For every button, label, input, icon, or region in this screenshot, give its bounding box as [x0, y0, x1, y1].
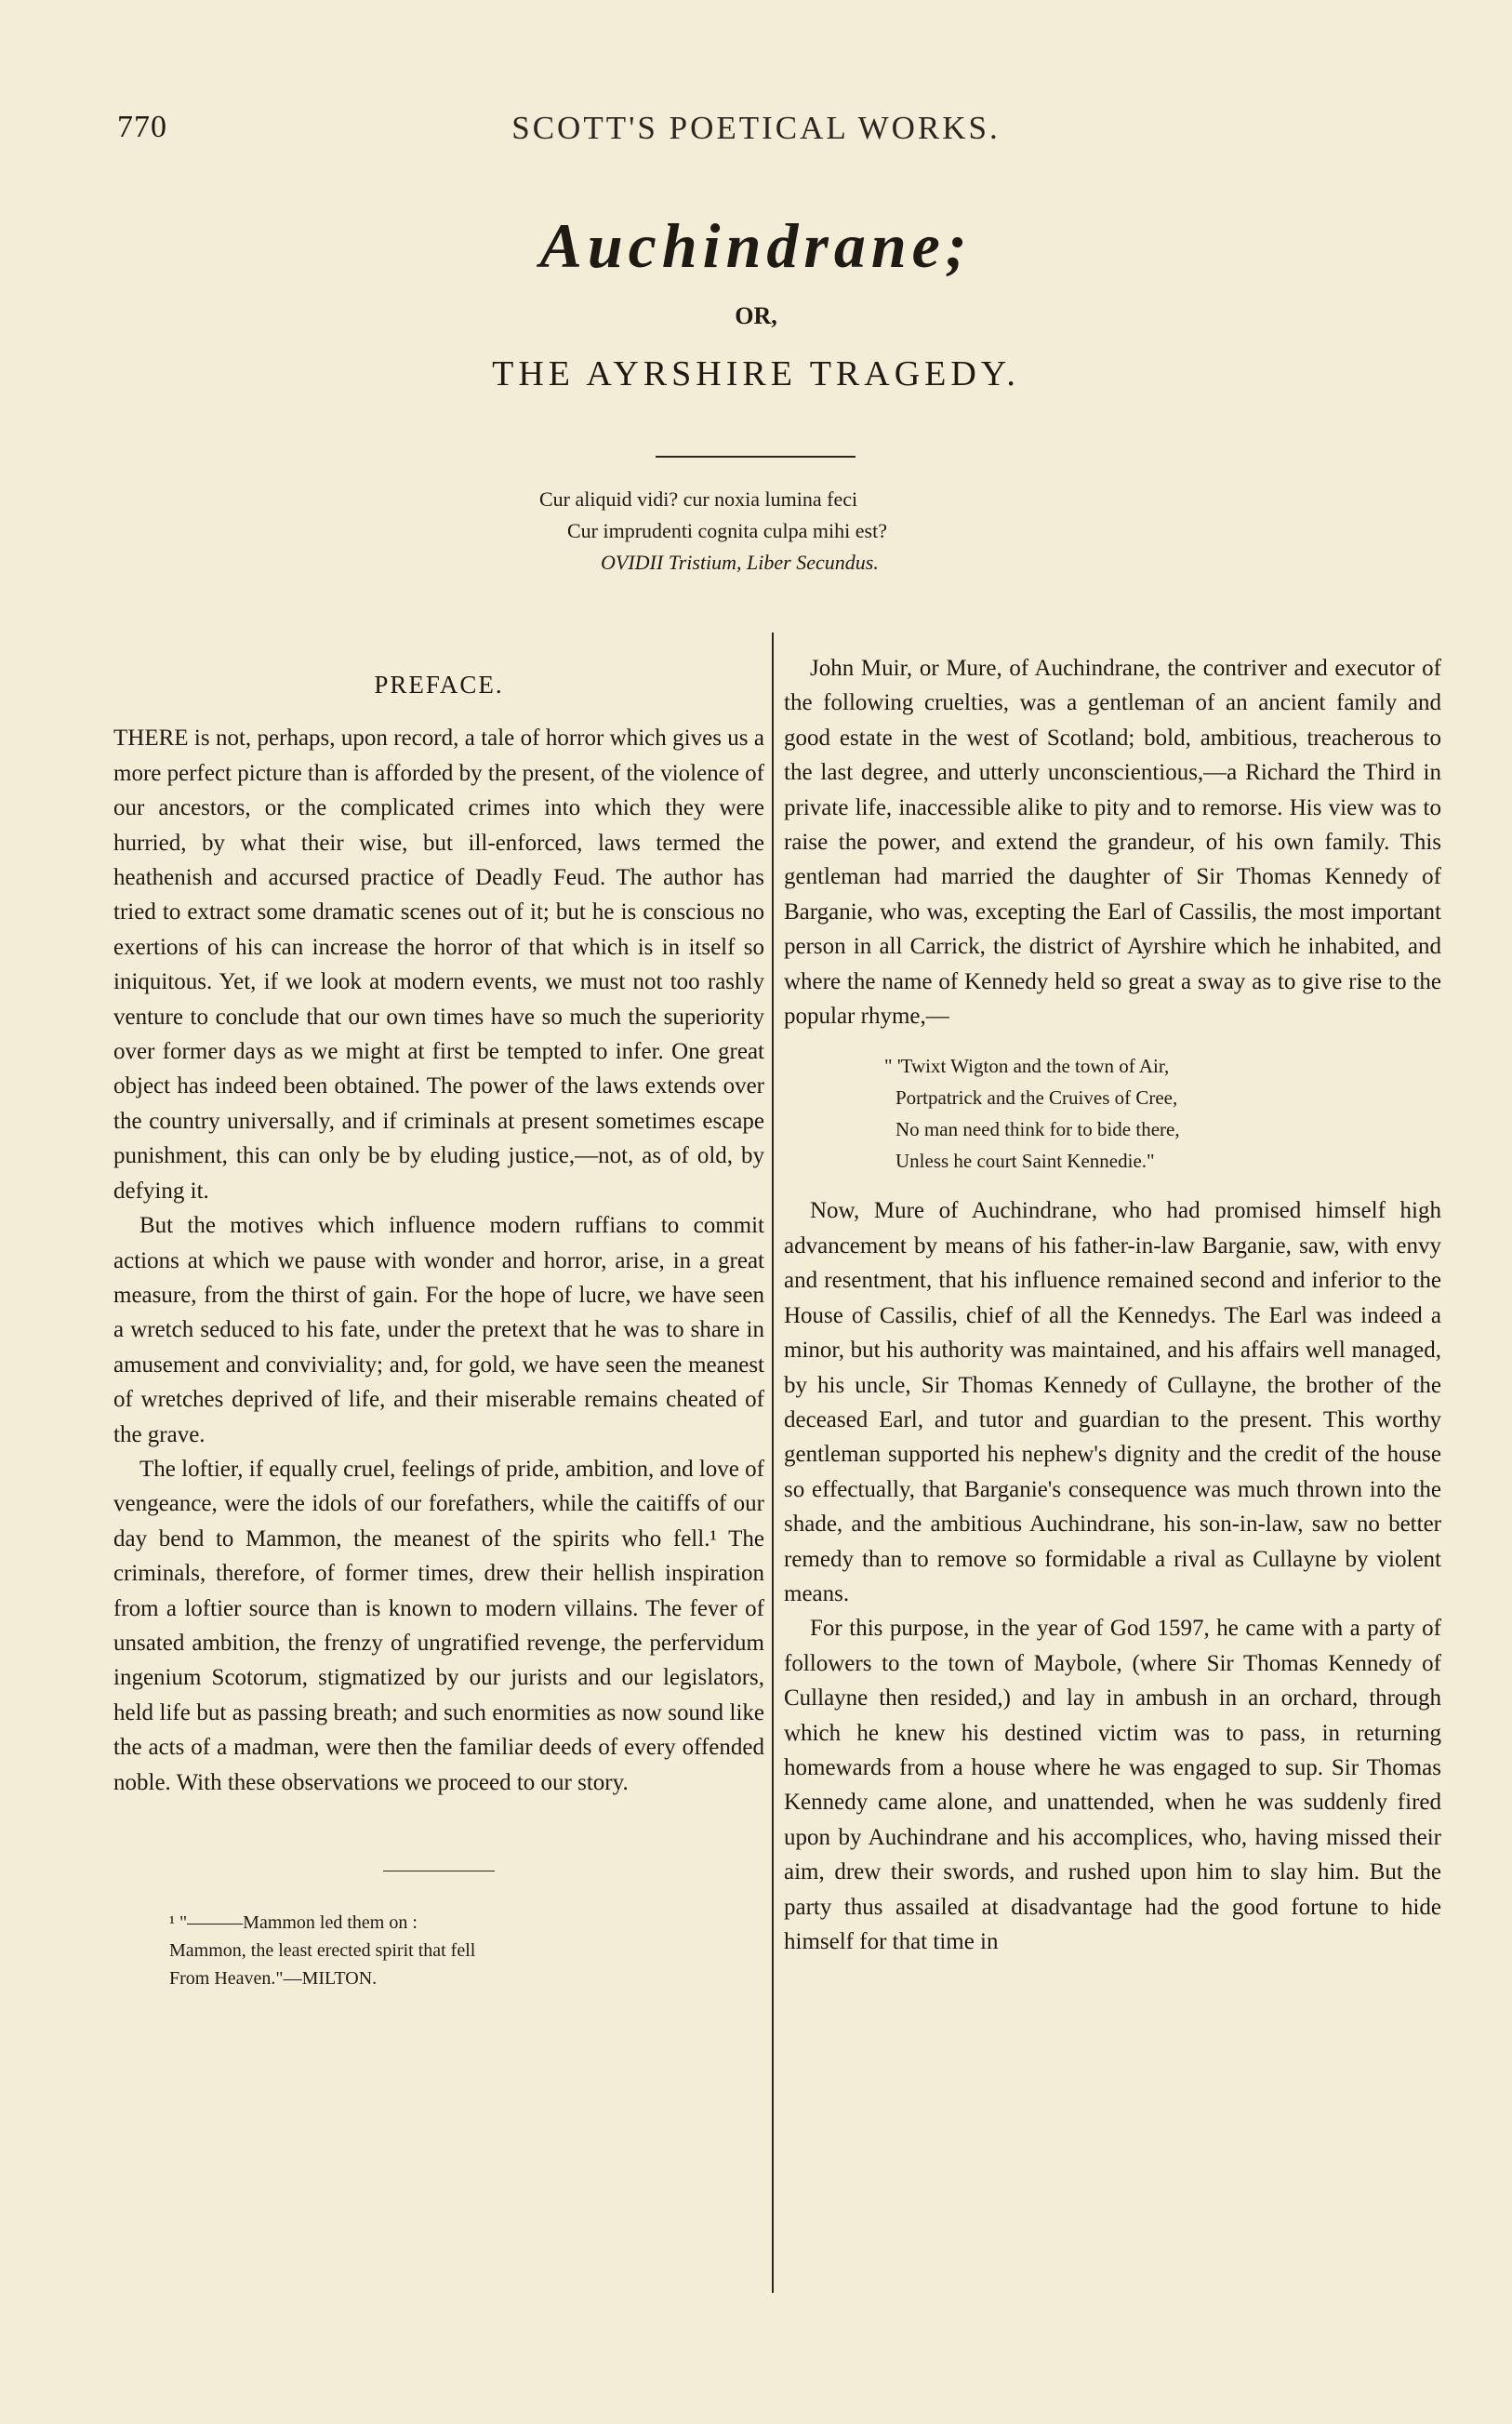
verse-line: " 'Twixt Wigton and the town of Air,: [884, 1055, 1170, 1078]
paragraph: The loftier, if equally cruel, feelings of pride, ambition, and love of vengeance, were the idols of our forefathers, while the caitiffs of our day bend to Mammon, the meanest of the spirits who fell.¹ The criminals, therefore, of former times, drew their hellish inspiration from a loftier source than is known to modern villains. The fever of unsated ambition, the frenzy of ungratified revenge, the perfervidum ingenium Scotorum, stigmatized by our jurists and our legislators, held life but as passing breath; and such enormities as now sound like the acts of a madman, were then the familiar deeds of every offended noble. With these observations we proceed to our story.: [113, 1456, 764, 1795]
epigraph: [539, 484, 1190, 579]
preface-heading: PREFACE.: [374, 671, 504, 699]
title-divider: [656, 456, 855, 458]
epigraph-line: Cur imprudenti cognita culpa mihi est?: [567, 519, 887, 542]
paragraph: For this purpose, in the year of God 1597, he came with a party of followers to the town of Maybole, (where Sir Thomas Kennedy of Cullayne then resided,) and lay in ambush in an orchard, through which he knew his destined victim was to pass, in returning homewards from a house where he was engaged to sup. Sir Thomas Kennedy came alone, and unattended, when he was suddenly fired upon by Auchindrane and his accomplices, who, having missed their aim, drew their swords, and rushed upon him to slay him. But the party thus assailed at disadvantage had the good fortune to hide himself for that time in: [784, 1616, 1441, 1954]
play-subtitle: THE AYRSHIRE TRAGEDY.: [492, 354, 1020, 393]
running-head: SCOTT'S POETICAL WORKS.: [511, 110, 1001, 146]
left-column: [113, 651, 764, 1992]
footnote-line: From Heaven."—MILTON.: [169, 1968, 378, 1989]
verse-line: No man need think for to bide there,: [895, 1118, 1180, 1141]
paragraph: But the motives which influence modern ruffians to commit actions at which we pause with wonder and horror, arise, in a great measure, from the thirst of gain. For the hope of lucre, we have seen a wretch seduced to his fate, under the pretext that he was to share in amusement and conviviality; and, for gold, we have seen the meanest of wretches deprived of life, and their miserable remains cheated of the grave.: [113, 1213, 764, 1447]
play-title: Auchindrane;: [539, 210, 973, 281]
epigraph-attribution: OVIDII Tristium, Liber Secundus.: [601, 551, 879, 574]
footnote-line: Mammon, the least erected spirit that fell: [169, 1940, 476, 1961]
column-divider: [772, 633, 774, 2293]
footnote-line: ¹ "———Mammon led them on :: [169, 1912, 418, 1933]
page-number: 770: [117, 110, 167, 144]
epigraph-line: Cur aliquid vidi? cur noxia lumina feci: [539, 487, 858, 511]
popular-rhyme: [784, 1050, 1441, 1177]
paragraph: Now, Mure of Auchindrane, who had promised himself high advancement by means of his father-in-law Barganie, saw, with envy and resentment, that his influence remained second and inferior to the House of Cassilis, chief of all the Kennedys. The Earl was indeed a minor, but his authority was maintained, and his affairs well managed, by his uncle, Sir Thomas Kennedy of Cullayne, the brother of the deceased Earl, and tutor and guardian to the present. This worthy gentleman supported his nephew's dignity and the credit of the house so effectually, that Barganie's consequence was much thrown into the shade, and the ambitious Auchindrane, his son-in-law, saw no better remedy than to remove so formidable a rival as Cullayne by violent means.: [784, 1198, 1441, 1606]
footnote: [113, 1909, 764, 1992]
title-or: OR,: [735, 302, 777, 329]
verse-line: Portpatrick and the Cruives of Cree,: [895, 1086, 1178, 1110]
paragraph: John Muir, or Mure, of Auchindrane, the contriver and executor of the following cruelties, was a gentleman of an ancient family and good estate in the west of Scotland; bold, ambitious, treacherous to the last degree, and utterly unconscientious,—a Richard the Third in private life, inaccessible alike to pity and to remorse. His view was to raise the power, and extend the grandeur, of his own family. This gentleman had married the daughter of Sir Thomas Kennedy of Barganie, who was, excepting the Earl of Cassilis, the most important person in all Carrick, the district of Ayrshire which he inhabited, and where the name of Kennedy held so great a sway as to give rise to the popular rhyme,—: [784, 656, 1441, 1030]
right-column: [784, 651, 1441, 1959]
paragraph: THERE is not, perhaps, upon record, a tale of horror which gives us a more perfect picture than is afforded by the present, of the violence of our ancestors, or the complicated crimes into which they were hurried, by what their wise, but ill-enforced, laws termed the heathenish and accursed practice of Deadly Feud. The author has tried to extract some dramatic scenes out of it; but he is conscious no exertions of his can increase the horror of that which is in itself so iniquitous. Yet, if we look at modern events, we must not too rashly venture to conclude that our own times have so much the superiority over former days as we might at first be tempted to infer. One great object has indeed been obtained. The power of the laws extends over the country universally, and if criminals at present sometimes escape punishment, this can only be by eluding justice,—not, as of old, by defying it.: [113, 726, 764, 1204]
verse-line: Unless he court Saint Kennedie.": [895, 1150, 1155, 1173]
